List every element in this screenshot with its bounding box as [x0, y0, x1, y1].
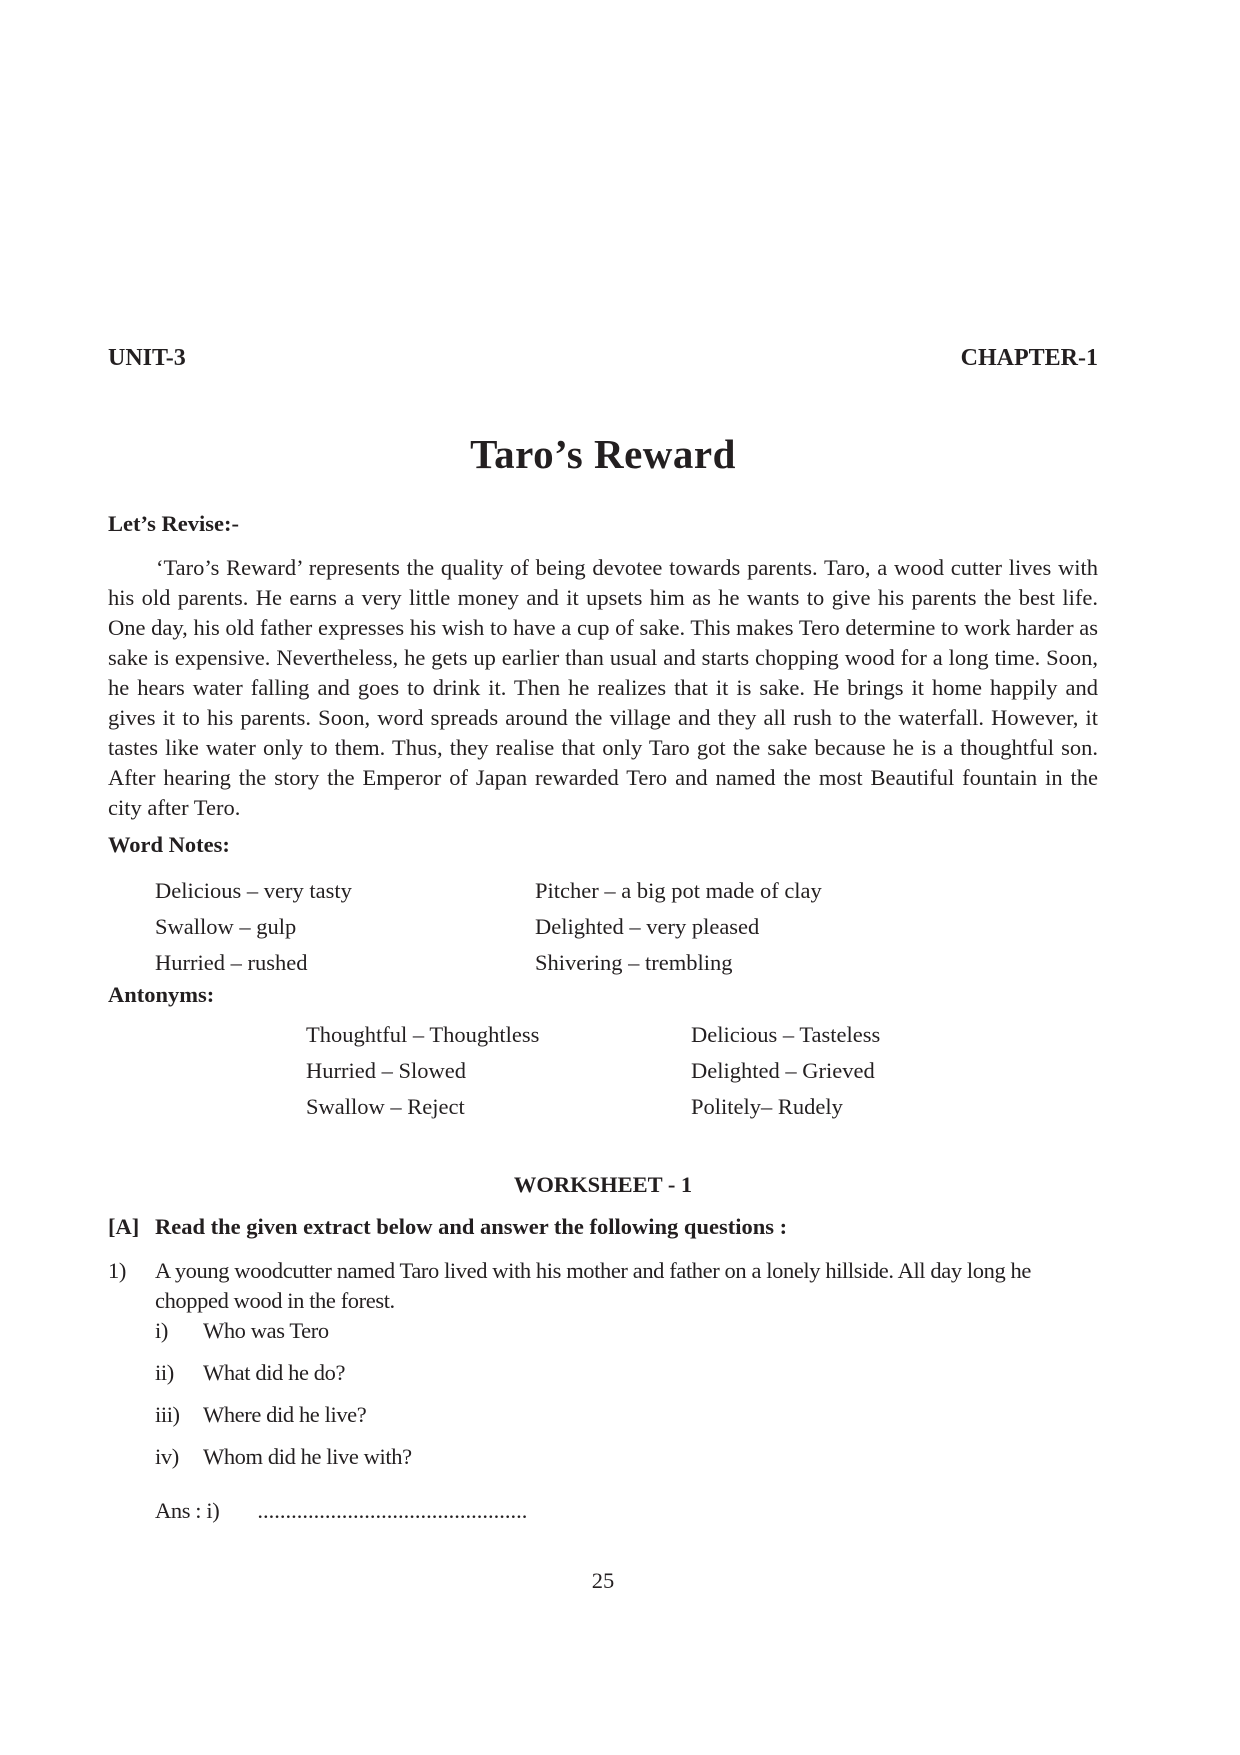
summary-text: ‘Taro’s Reward’ represents the quality of being devotee towards parents. Taro, a wood cutter lives with his old parents. He earns a very little money and it upsets him as he wants to give his parents the best life. One day, his old father expresses his wish to have a cup of sake. This makes Tero determine to work harder as sake is expensive. Nevertheless, he gets up earlier than usual and starts chopping wood for a long time. Soon, he hears water falling and goes to drink it. Then he realizes that it is sake. He brings it home happily and gives it to his parents. Soon, word spreads around the village and they all rush to the waterfall. However, it tastes like water only to them. Thus, they realise that only Taro got the sake because he is a thoughtful son. After hearing the story the Emperor of Japan rewarded Tero and named the most Beautiful fountain in the city after Tero. [108, 555, 1098, 820]
answer-line [155, 1498, 527, 1524]
answer-label: Ans : i) [155, 1498, 220, 1523]
subquestion-number: iv) [155, 1444, 179, 1469]
chapter-label: CHAPTER-1 [960, 345, 1098, 371]
question-number: 1) [108, 1258, 126, 1283]
section-label: [A] [108, 1214, 140, 1239]
subquestion-text: Who was Tero [203, 1318, 329, 1343]
antonyms-row [306, 1058, 1006, 1094]
word-note: Pitcher – a big pot made of clay [535, 878, 822, 903]
subquestion-number: i) [155, 1318, 168, 1343]
word-note: Swallow – gulp [155, 914, 297, 939]
antonym-pair: Hurried – Slowed [306, 1058, 466, 1083]
word-notes-row [155, 950, 1055, 986]
antonyms-table [306, 1022, 1006, 1130]
subquestion [155, 1360, 345, 1386]
subquestion-text: Where did he live? [203, 1402, 367, 1427]
word-notes-row [155, 878, 1055, 914]
antonyms-row [306, 1094, 1006, 1130]
subquestion-number: iii) [155, 1402, 180, 1427]
summary-paragraph [108, 553, 1098, 823]
instruction-text: Read the given extract below and answer the following questions : [155, 1214, 788, 1239]
page-title: Taro’s Reward [470, 431, 736, 477]
antonym-pair: Delicious – Tasteless [691, 1022, 881, 1047]
antonym-pair: Thoughtful – Thoughtless [306, 1022, 540, 1047]
unit-label: UNIT-3 [108, 345, 186, 371]
document-page [108, 0, 1098, 1755]
word-notes-heading: Word Notes: [108, 832, 230, 857]
worksheet-title: WORKSHEET - 1 [513, 1172, 693, 1197]
subquestion [155, 1444, 412, 1470]
answer-blank: ................................................ [257, 1498, 528, 1523]
question-extract: A young woodcutter named Taro lived with his mother and father on a lonely hillside. All day long he chopped wood in the forest. [155, 1258, 1031, 1313]
word-notes-row [155, 914, 1055, 950]
subquestion-number: ii) [155, 1360, 174, 1385]
subquestion-text: Whom did he live with? [203, 1444, 412, 1469]
antonyms-row [306, 1022, 1006, 1058]
word-note: Delicious – very tasty [155, 878, 352, 903]
worksheet-instruction [108, 1214, 787, 1240]
subquestion [155, 1402, 366, 1428]
subquestion-text: What did he do? [203, 1360, 346, 1385]
word-note: Hurried – rushed [155, 950, 308, 975]
word-note: Shivering – trembling [535, 950, 733, 975]
antonym-pair: Politely– Rudely [691, 1094, 843, 1119]
question-1 [108, 1256, 1098, 1316]
antonyms-heading: Antonyms: [108, 982, 215, 1007]
antonym-pair: Swallow – Reject [306, 1094, 465, 1119]
page-number: 25 [591, 1568, 615, 1593]
revise-heading: Let’s Revise:- [108, 511, 239, 536]
antonym-pair: Delighted – Grieved [691, 1058, 875, 1083]
subquestion [155, 1318, 329, 1344]
word-note: Delighted – very pleased [535, 914, 760, 939]
word-notes-table [155, 878, 1055, 986]
